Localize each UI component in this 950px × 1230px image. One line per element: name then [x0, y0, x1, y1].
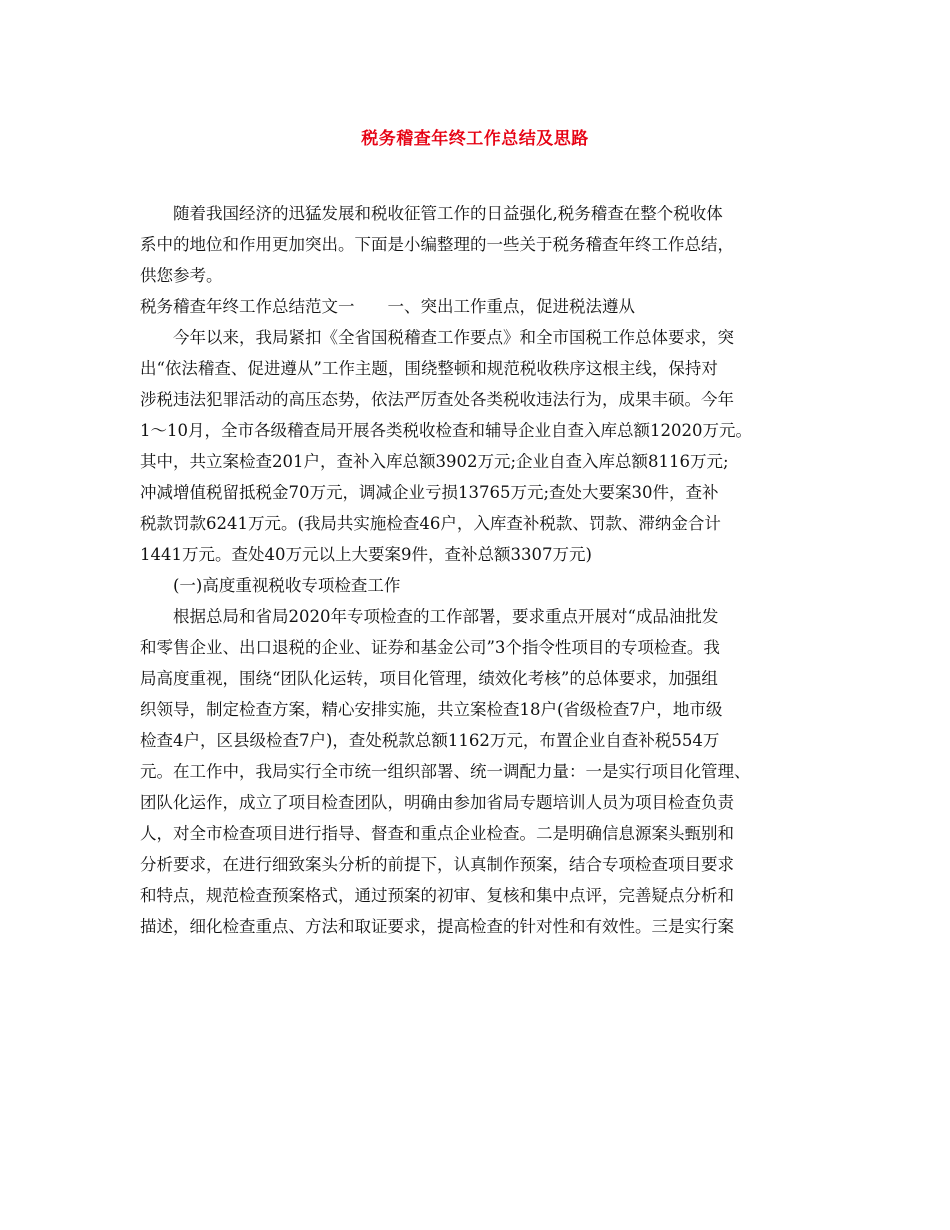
text-line: (一)高度重视税收专项检查工作	[173, 576, 401, 595]
text-line: 冲减增值税留抵税金70万元，调减企业亏损13765万元;查处大要案30件，查补	[140, 483, 719, 502]
text-line: 分析要求，在进行细致案头分析的前提下，认真制作预案，结合专项检查项目要求	[140, 855, 734, 874]
text-line: 今年以来，我局紧扣《全省国税稽查工作要点》和全市国税工作总体要求，突	[173, 328, 734, 347]
text-line: 检查4户，区县级检查7户)，查处税款总额1162万元，布置企业自查补税554万	[140, 731, 720, 750]
text-line: 税款罚款6241万元。(我局共实施检查46户，入库查补税款、罚款、滞纳金合计	[140, 514, 721, 533]
text-line: 税务稽查年终工作总结范文一 一、突出工作重点，促进税法遵从	[140, 297, 635, 316]
text-line: 供您参考。	[140, 266, 223, 285]
text-line: 根据总局和省局2020年专项检查的工作部署，要求重点开展对“成品油批发	[173, 607, 719, 626]
text-line: 人，对全市检查项目进行指导、督查和重点企业检查。二是明确信息源案头甄别和	[140, 824, 734, 843]
text-line: 1441万元。查处40万元以上大要案9件，查补总额3307万元)	[140, 545, 592, 564]
text-line: 和零售企业、出口退税的企业、证券和基金公司”3个指令性项目的专项检查。我	[140, 638, 720, 657]
text-line: 和特点，规范检查预案格式，通过预案的初审、复核和集中点评，完善疑点分析和	[140, 886, 734, 905]
text-line: 出“依法稽查、促进遵从”工作主题，围绕整顿和规范税收秩序这根主线，保持对	[140, 359, 718, 378]
document-title: 税务稽查年终工作总结及思路	[361, 129, 589, 149]
text-line: 元。在工作中，我局实行全市统一组织部署、统一调配力量：一是实行项目化管理、	[140, 762, 751, 781]
text-line: 1～10月，全市各级稽查局开展各类税收检查和辅导企业自查入库总额12020万元。	[140, 421, 752, 440]
text-line: 其中，共立案检查201户，查补入库总额3902万元;企业自查入库总额8116万元;	[140, 452, 729, 471]
document-body	[140, 198, 820, 942]
text-line: 系中的地位和作用更加突出。下面是小编整理的一些关于税务稽查年终工作总结，	[140, 235, 734, 254]
text-line: 描述，细化检查重点、方法和取证要求，提高检查的针对性和有效性。三是实行案	[140, 917, 734, 936]
text-line: 局高度重视，围绕“团队化运转，项目化管理，绩效化考核”的总体要求，加强组	[140, 669, 718, 688]
text-line: 涉税违法犯罪活动的高压态势，依法严厉查处各类税收违法行为，成果丰硕。今年	[140, 390, 734, 409]
text-line: 团队化运作，成立了项目检查团队，明确由参加省局专题培训人员为项目检查负责	[140, 793, 734, 812]
text-line: 织领导，制定检查方案，精心安排实施，共立案检查18户(省级检查7户，地市级	[140, 700, 723, 719]
text-line: 随着我国经济的迅猛发展和税收征管工作的日益强化,税务稽查在整个税收体	[173, 204, 723, 223]
